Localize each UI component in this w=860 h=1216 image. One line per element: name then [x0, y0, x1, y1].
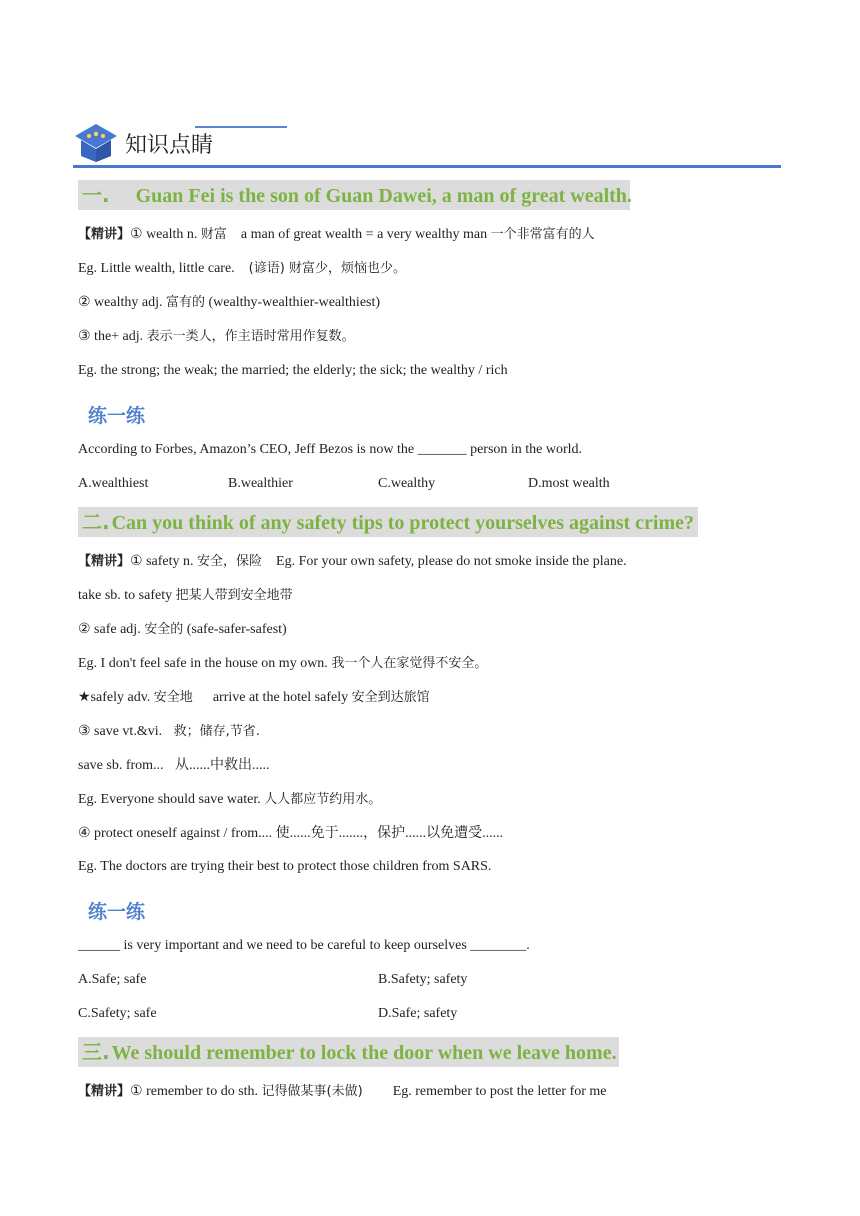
explanation-line: 【精讲】① wealth n. 财富 a man of great wealth = a very wealthy man 一个非常富有的人 — [78, 227, 595, 242]
practice-heading: 练一练 — [88, 901, 146, 923]
explanation-line: take sb. to safety 把某人带到安全地带 — [78, 588, 293, 603]
explanation-line: ③ the+ adj. 表示一类人，作主语时常用作复数。 — [78, 329, 355, 344]
section-number: 一. — [82, 183, 110, 207]
example-line: Eg. Little wealth, little care. (谚语) 财富少，烦恼也少。 — [78, 261, 406, 276]
section-heading-2 — [78, 507, 698, 537]
explanation-line: ② wealthy adj. 富有的 (wealthy-wealthier-wealthiest) — [78, 295, 381, 310]
header-accent-line — [195, 126, 287, 128]
example-line: Eg. the strong; the weak; the married; the elderly; the sick; the wealthy / rich — [78, 363, 508, 378]
example-line: Eg. The doctors are trying their best to protect those children from SARS. — [78, 859, 492, 874]
option-b: B.wealthier — [228, 476, 293, 491]
explanation-line: ★safely adv. 安全地 arrive at the hotel safely 安全到达旅馆 — [78, 690, 430, 705]
explanation-line: ④ protect oneself against / from.... 使......免于.......，保护......以免遭受...... — [78, 826, 504, 841]
option-c: C.wealthy — [378, 476, 436, 491]
practice-question: ______ is very important and we need to be careful to keep ourselves ________. — [78, 938, 530, 953]
explanation-line: ③ save vt.&vi. 救；储存,节省. — [78, 724, 260, 739]
option-a: A.Safe; safe — [78, 972, 147, 987]
option-d: D.most wealth — [528, 476, 610, 491]
section-title: Guan Fei is the son of Guan Dawei, a man of great wealth. — [135, 185, 632, 207]
option-a: A.wealthiest — [78, 476, 149, 491]
practice-heading: 练一练 — [88, 405, 146, 427]
section-number: 三. — [82, 1040, 110, 1064]
option-b: B.Safety; safety — [378, 972, 468, 987]
example-line: Eg. Everyone should save water. 人人都应节约用水。 — [78, 792, 382, 807]
option-c: C.Safety; safe — [78, 1006, 157, 1021]
section-title: Can you think of any safety tips to protect yourselves against crime? — [111, 512, 694, 534]
option-d: D.Safe; safety — [378, 1006, 458, 1021]
page-title: 知识点睛 — [125, 133, 214, 158]
example-line: Eg. I don't feel safe in the house on my own. 我一个人在家觉得不安全。 — [78, 656, 488, 671]
section-heading-1 — [78, 180, 630, 210]
graduation-cap-icon — [73, 122, 119, 162]
explanation-line: ② safe adj. 安全的 (safe-safer-safest) — [78, 622, 287, 637]
practice-question: According to Forbes, Amazon’s CEO, Jeff Bezos is now the _______ person in the world. — [78, 442, 583, 457]
explanation-line: 【精讲】① remember to do sth. 记得做某事(未做) Eg. remember to post the letter for me — [78, 1084, 607, 1099]
explanation-line: 【精讲】① safety n. 安全，保险 Eg. For your own safety, please do not smoke inside the plane. — [78, 554, 627, 569]
section-title: We should remember to lock the door when we leave home. — [111, 1042, 617, 1064]
section-number: 二. — [82, 510, 110, 534]
header-rule — [73, 165, 781, 168]
explanation-line: save sb. from... 从......中救出..... — [78, 758, 270, 773]
knowledge-header — [73, 122, 781, 168]
section-heading-3 — [78, 1037, 619, 1067]
